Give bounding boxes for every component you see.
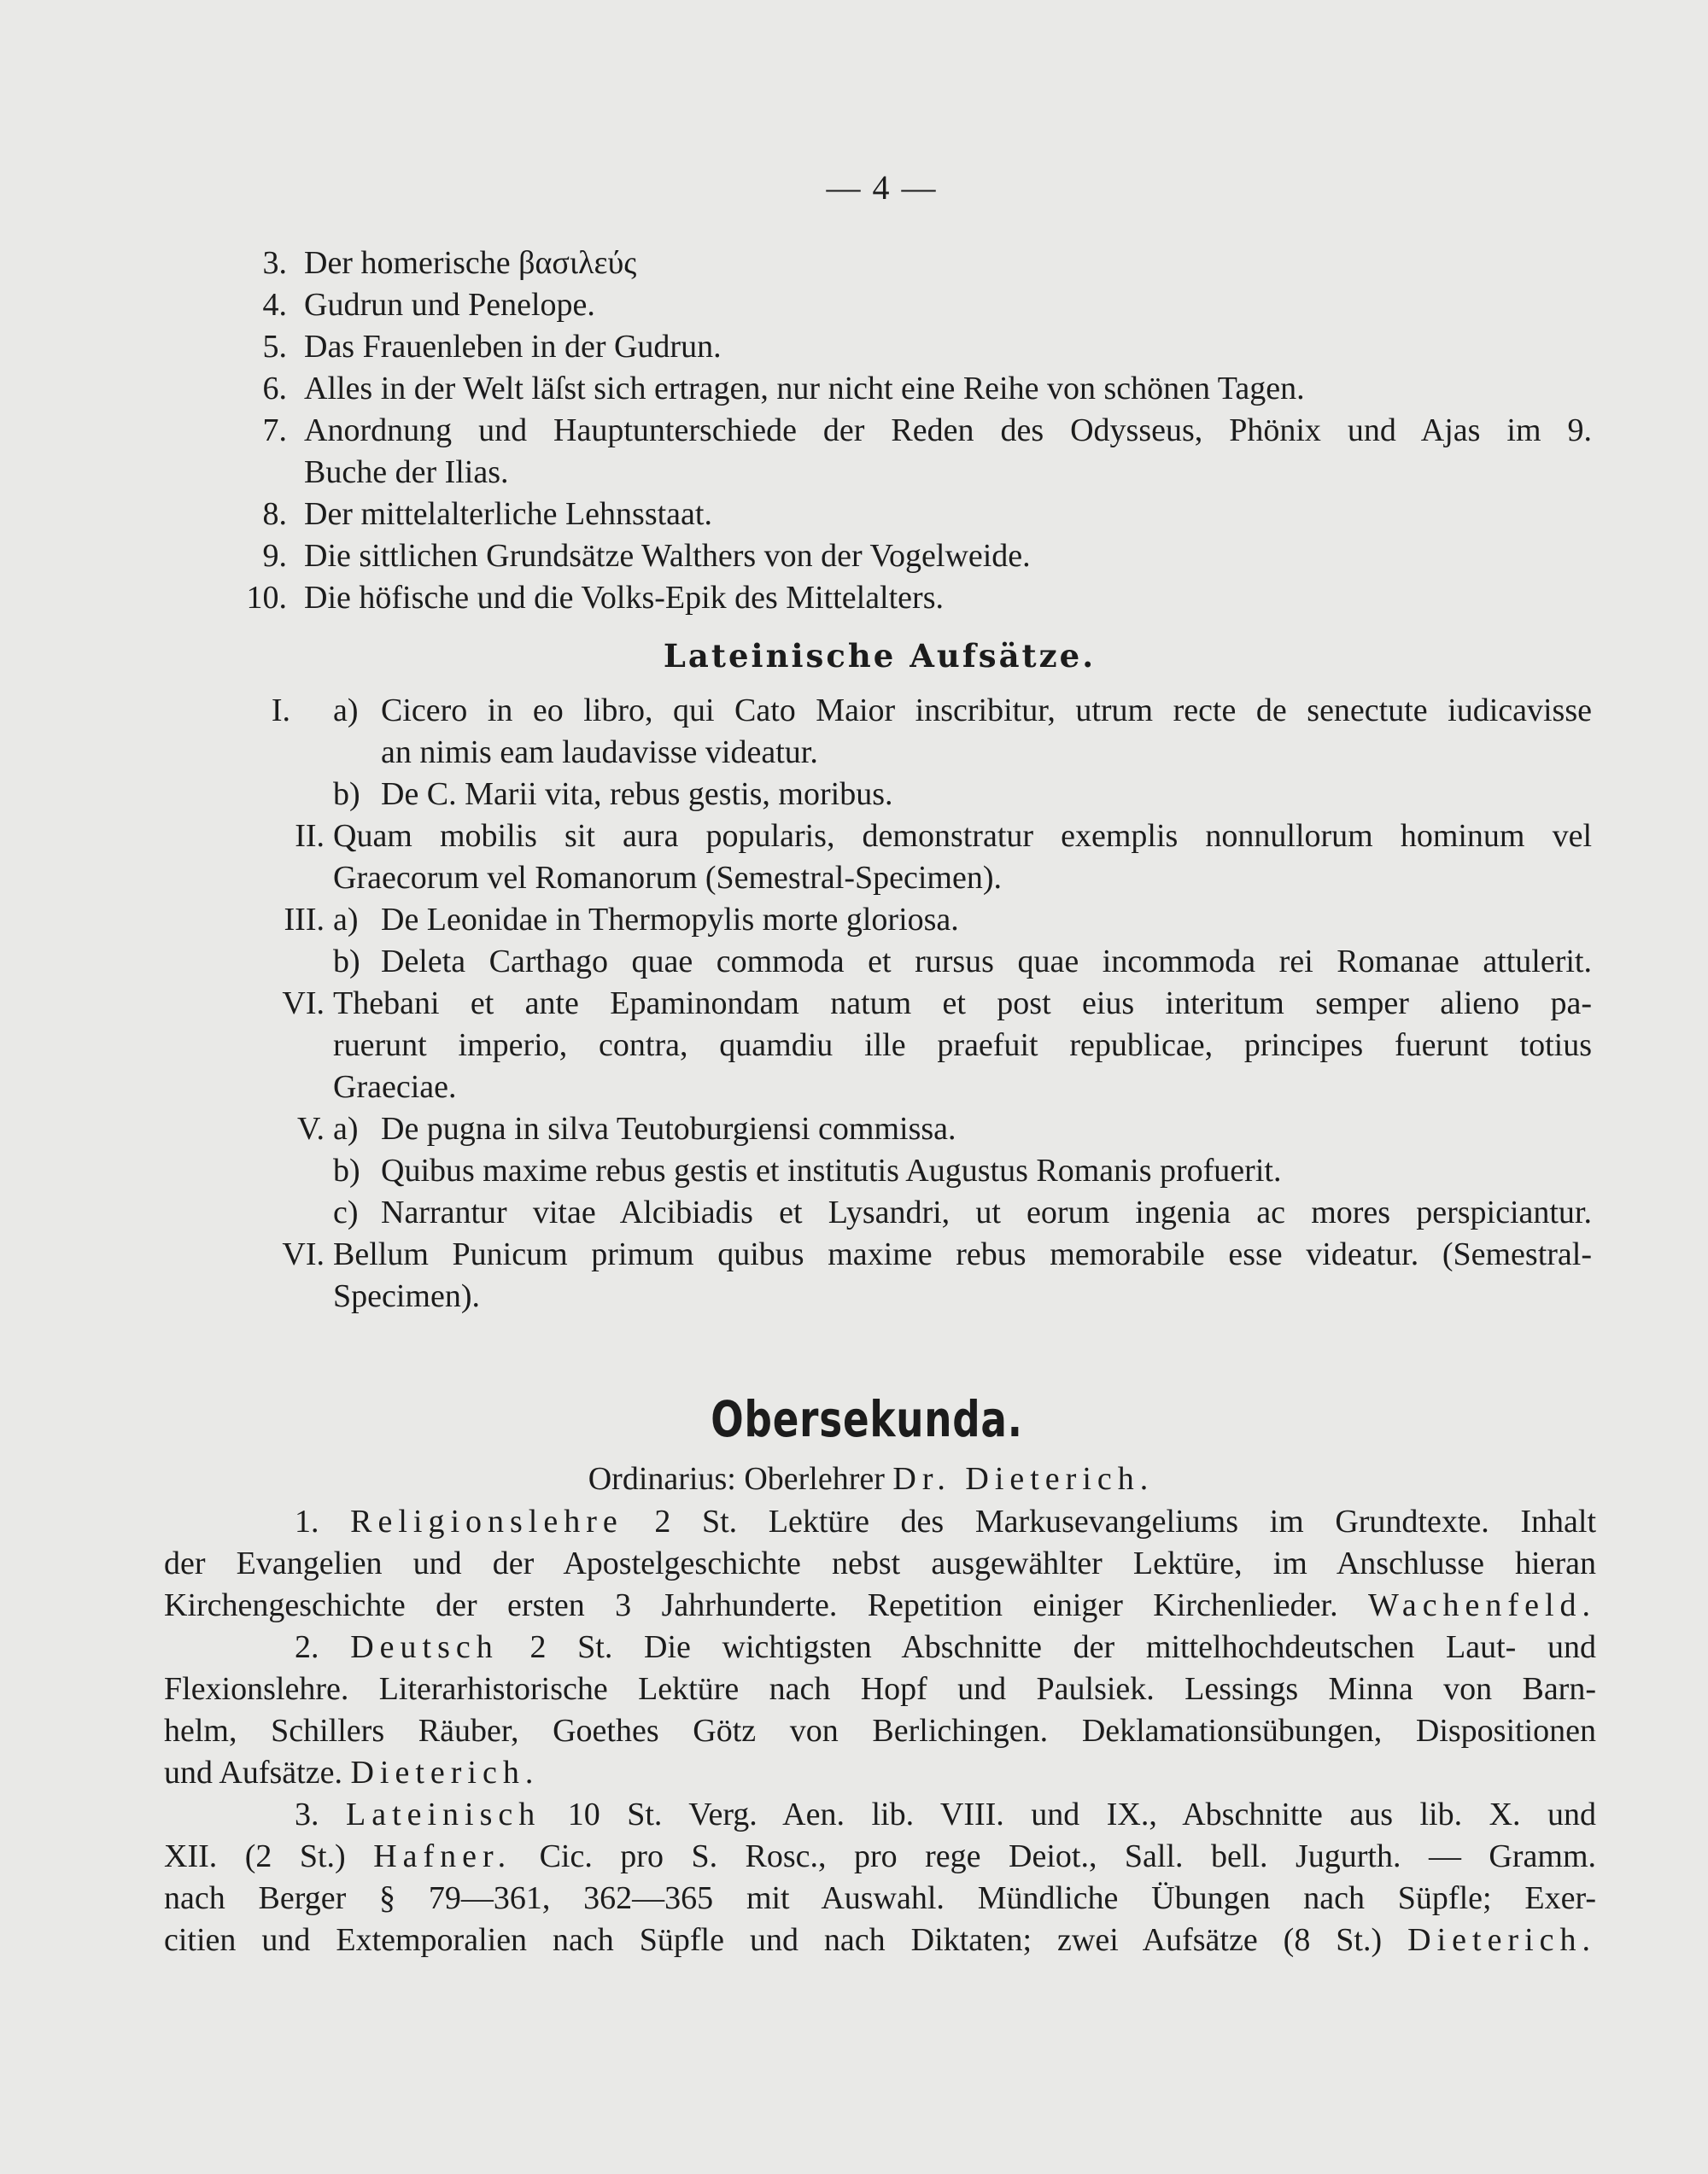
latin-essays-heading: Lateinische Aufsätze. <box>663 637 1097 675</box>
list-item-text: Gudrun und Penelope. <box>304 287 595 323</box>
paragraph-line: nach Berger § 79—361, 362—365 mit Auswahl. Mündliche Übungen nach Süpfle; Exer- <box>164 1880 1596 1916</box>
subject-name: Lateinisch <box>345 1797 541 1832</box>
teacher-name: Dieterich. <box>1407 1922 1597 1958</box>
document-page: — 4 — 3. Der homerische βασιλεύς 4. Gudrun und Penelope. 5. Das Frauenleben in der Gudrun. 6. Alles in der Welt läſst sich ertragen, nur nicht eine Reihe von schönen Tagen. 7. Anordnung und Hauptunterschiede der Reden des Odysseus, Phönix und Ajas im 9. Buche der Ilias. 8. Der mittelalterliche Lehnsstaat. 9. Die sittlichen Grundsätze Walthers von der Vogelweide. 10. Die höfische und die Volks-Epik des Mittelalters. Lateinische Aufsätze. I. a) Cicero in eo libro, qui Cato Maior inscribitur, utrum recte de senectute iudicavisse an nimis eam laudavisse videatur. b) De C. Marii vita, rebus gestis, moribus. II. Quam mobilis sit aura popularis, demonstratur exemplis nonnullorum hominum vel Graecorum vel Romanorum (Semestral-Specimen). III. a) De Leonidae in Thermopylis morte gloriosa. b) Deleta Carthago quae commoda et rursus quae incommoda rei Romanae attulerit. VI. Thebani et ante Epaminondam natum et post eius interitum semper alieno pa- ruerunt imperio, contra, quamdiu ille praefuit republicae, principes fuerunt totius Graeciae. V. a) De pugna in silva Teutoburgiensi commissa. b) Quibus maxime rebus gestis et institutis Augustus Romanis profuerit. c) Narrantur vitae Alcibiadis et Lysandri, ut eorum ingenia ac mores perspiciantur. VI. Bellum Punicum primum quibus maxime rebus memorabile esse videatur. (Semestral- Specimen). Obersekunda. Ordinarius: Oberlehrer Dr. Dieterich. 1. Religionslehre 2 St. Lektüre des Markusevangeliums im Grundtexte. Inhalt der Evangelien und der Apostelgeschichte nebst ausgewählter Lektüre, im Anschlusse hieran Kirchengeschichte der ersten 3 Jahrhunderte. Repetition einiger Kirchenlieder. Wachenfeld. 2. Deutsch 2 St. Die wichtigsten Abschnitte der mittelhochdeutschen Laut- und Flexionslehre. Literarhistorische Lektüre nach Hopf und Paulsiek. Lessings Minna von Barn- helm, Schillers Räuber, Goethes Götz von Berlichingen. Deklamationsübungen, Dispositionen und Aufsätze. Dieterich. 3. Lateinisch 10 St. Verg. Aen. lib. VIII. und IX., Abschnitte aus lib. X. und XII. (2 St.) Hafner. Cic. pro S. Rosc., pro rege Deiot., Sall. bell. Jugurth. — Gramm. nach Berger § 79—361, 362—365 mit Auswahl. Mündliche Übungen nach Süpfle; Exer- citien und Extemporalien nach Süpfle und nach Diktaten; zwei Aufsätze (8 St.) Dieterich. <box>0 0 1708 2174</box>
ordinarius-label: Ordinarius: Oberlehrer <box>588 1461 885 1497</box>
paragraph-line: helm, Schillers Räuber, Goethes Götz von Berlichingen. Deklamationsübungen, Dispositionen <box>164 1713 1596 1749</box>
list-item-continuation: ruerunt imperio, contra, quamdiu ille praefuit republicae, principes fuerunt totius <box>333 1027 1592 1063</box>
teacher-name: Hafner. <box>373 1838 512 1874</box>
paragraph-line: Kirchengeschichte der ersten 3 Jahrhunderte. Repetition einiger Kirchenlieder. Wachenfeld. <box>164 1587 1596 1623</box>
list-item-text: Die höfische und die Volks-Epik des Mittelalters. <box>304 580 944 616</box>
list-item-number: 7. <box>262 412 287 448</box>
paragraph-line: und Aufsätze. Dieterich. <box>164 1755 540 1791</box>
teacher-name: Dieterich. <box>350 1755 540 1791</box>
list-item-text: Das Frauenleben in der Gudrun. <box>304 329 722 365</box>
ordinarius-name: Dr. Dieterich. <box>892 1461 1155 1497</box>
list-item-number: 9. <box>262 538 287 574</box>
paragraph-line: citien und Extemporalien nach Süpfle und nach Diktaten; zwei Aufsätze (8 St.) Dieterich. <box>164 1922 1597 1958</box>
paragraph-line: 2. Deutsch 2 St. Die wichtigsten Abschnitte der mittelhochdeutschen Laut- und <box>295 1629 1597 1665</box>
class-heading: Obersekunda. <box>711 1390 1023 1448</box>
subject-name: Deutsch <box>350 1629 499 1665</box>
list-item-text: Anordnung und Hauptunterschiede der Reden des Odysseus, Phönix und Ajas im 9. <box>304 412 1592 448</box>
subject-name: Religionslehre <box>350 1504 623 1540</box>
list-item-number: 8. <box>262 496 287 532</box>
list-item-continuation: Graecorum vel Romanorum (Semestral-Specimen). <box>333 860 1002 896</box>
list-item-text: Die sittlichen Grundsätze Walthers von der Vogelweide. <box>304 538 1031 574</box>
list-item-number: 6. <box>262 371 287 406</box>
list-item-text: Der mittelalterliche Lehnsstaat. <box>304 496 712 532</box>
paragraph-line: Flexionslehre. Literarhistorische Lektüre nach Hopf und Paulsiek. Lessings Minna von Barn- <box>164 1671 1596 1707</box>
paragraph-line: XII. (2 St.) Hafner. Cic. pro S. Rosc., pro rege Deiot., Sall. bell. Jugurth. — Gramm. <box>164 1838 1596 1874</box>
list-item-continuation: Specimen). <box>333 1278 481 1314</box>
paragraph-line: 1. Religionslehre 2 St. Lektüre des Markusevangeliums im Grundtexte. Inhalt <box>295 1504 1597 1540</box>
page-number: — 4 — <box>826 168 938 207</box>
list-item-number: 5. <box>262 329 287 365</box>
list-item-text: Alles in der Welt läſst sich ertragen, nur nicht eine Reihe von schönen Tagen. <box>304 371 1305 406</box>
list-item-number: 10. <box>246 580 287 616</box>
list-item-text: Der homerische βασιλεύς <box>304 245 637 281</box>
list-item-number: 4. <box>262 287 287 323</box>
list-item-number: 3. <box>262 245 287 281</box>
ordinarius-line <box>0 1458 1708 1499</box>
list-item-continuation: Graeciae. <box>333 1069 457 1105</box>
teacher-name: Wachenfeld. <box>1368 1587 1596 1623</box>
paragraph-line: 3. Lateinisch 10 St. Verg. Aen. lib. VIII. und IX., Abschnitte aus lib. X. und <box>295 1797 1596 1832</box>
paragraph-line: der Evangelien und der Apostelgeschichte nebst ausgewählter Lektüre, im Anschlusse hieran <box>164 1546 1596 1581</box>
list-item-continuation: an nimis eam laudavisse videatur. <box>381 734 818 770</box>
list-item-continuation: Buche der Ilias. <box>304 454 509 490</box>
